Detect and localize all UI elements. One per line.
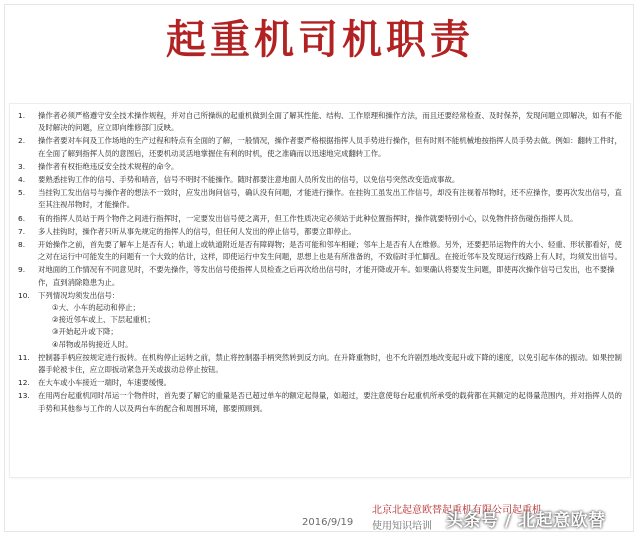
signal-sub-item: ④吊物或吊钩接近人时。 xyxy=(52,339,133,349)
list-item xyxy=(10,174,624,186)
footer-company: 北京北起意欧替起重机有限公司起重机 xyxy=(372,505,542,516)
list-item xyxy=(10,110,624,134)
list-item xyxy=(10,161,624,173)
item-number: 6. xyxy=(18,213,26,223)
item-text: 开始操作之前，首先要了解车上是否有人；轨道上或轨道附近是否有障碍物；是否可能和邻车相碰；邻车上是否有人在维修。另外，还要把吊运物件的大小、轻重、形状都看好，使之对在运行中可能发生的问题有一个大致的估计，这样，即使运行中发生问题，思想上也是有所准备的，不致临时手忙脚乱。在接近邻车及发现运行线路上有人时，均须发出信号。 xyxy=(38,240,622,262)
list-item xyxy=(10,135,624,159)
item-number: 3. xyxy=(18,161,26,171)
item-text: 有的指挥人员站于两个物件之间进行指挥时，一定要发出信号使之离开，但工作性质决定必须站于此种位置指挥时，操作就要特别小心，以免物件挤伤碰伤指挥人员。 xyxy=(38,213,578,223)
item-number: 9. xyxy=(18,265,26,275)
list-item xyxy=(10,187,624,211)
footer-date: 2016/9/19 xyxy=(302,517,354,528)
item-text: 在大车或小车接近一端时，车速要缓慢。 xyxy=(38,378,172,388)
list-item xyxy=(10,264,624,288)
item-number: 7. xyxy=(18,226,26,236)
item-text: 操作者必须严格遵守安全技术操作规程，并对自己所操纵的起重机做到全面了解其性能、结构、工作原理和操作方法，而且还要经常检查、及时保养，发现问题立即解决，如有不能及时解决的问题，应立即向维修部门反映。 xyxy=(38,111,622,133)
item-text: 在用两台起重机同时吊运一个物件时，首先要了解它的重量是否已超过单车的额定起得量，如超过，要注意使每台起重机所承受的载荷都在其额定的起得量范围内，并对指挥人员的手势和其他参与工作的人以及两台车的配合和周围环境，都要照顾到。 xyxy=(38,391,622,413)
signal-sub-item: ③开始起升或下降； xyxy=(52,327,118,337)
footer-note: 使用知识培训 xyxy=(372,521,432,532)
item-text: 操作者有权拒绝违反安全技术规程的命令。 xyxy=(38,161,179,171)
item-text: 当挂钩工发出信号与操作者的想法不一致时，应发出询问信号，确认没有问题，才能进行操作。在挂钩工虽发出工作信号，却没有注视着吊物时，还不应操作，要再次发出信号，直至其注视吊物时，才能操作。 xyxy=(38,188,622,210)
list-item xyxy=(10,213,624,225)
item-number: 2. xyxy=(18,136,26,146)
list-item xyxy=(10,290,624,351)
list-item xyxy=(10,390,624,414)
item-text: 操作者要对车间及工作场地的生产过程和特点有全面的了解，一般情况，操作者要严格根据指挥人员手势进行操作，但有时则不能机械地按指挥人员手势去做。例如：翻转工件时，在全面了解到指挥人员的意图后，还要机动灵活地掌握住有利的时机，使之准确而以迅速地完成翻转工作。 xyxy=(38,136,622,158)
item-number: 10. xyxy=(18,290,30,300)
signal-sub-item: ②接近邻车或上、下层起重机； xyxy=(52,315,155,325)
item-text: 要熟悉挂钩工作的信号、手势和哨音，信号不明时不能操作。随时都要注意地面人员所发出的信号，以免信号突然改变造成事故。 xyxy=(38,175,460,185)
document-panel xyxy=(10,104,630,477)
item-number: 5. xyxy=(18,188,26,198)
watermark: 头条号 / 北起意欧替 xyxy=(446,511,606,531)
item-number: 1. xyxy=(18,111,26,120)
duty-list xyxy=(10,104,630,415)
item-text: 对地面的工作情况有不同意见时，不要先操作，等发出信号使指挥人员检查之后再次给出信号时，才能开降或开车。如果确认将要发生问题，即使再次操作信号已发出，也不要操作，直到消除隐患为止。 xyxy=(38,265,615,287)
item-number: 4. xyxy=(18,175,26,185)
list-item xyxy=(10,239,624,263)
list-item xyxy=(10,352,624,376)
item-number: 8. xyxy=(18,240,26,250)
signal-sub-item: ①大、小车的起动和停止； xyxy=(52,303,140,313)
item-text: 多人挂钩时，操作者只听从事先规定的指挥人的信号，但任何人发出的停止信号，都要立即停止。 xyxy=(38,226,356,236)
item-number: 13. xyxy=(18,391,30,401)
item-number: 12. xyxy=(18,378,30,388)
item-text: 控制器手柄应按规定进行扳转。在机构停止运转之前，禁止将控制器手柄突然转到反方向。在升降重物时，也不允许剧烈地改变起升或下降的速度，以免引起车体的振动。如果控制器手轮被卡住，应立即扳动紧急开关或拔动总停止按钮。 xyxy=(38,352,622,375)
item-number: 11. xyxy=(18,352,30,362)
item-text: 下列情况均须发出信号： xyxy=(38,290,120,300)
page-title: 起重机司机职责 xyxy=(166,16,474,63)
list-item xyxy=(10,226,624,238)
list-item xyxy=(10,377,624,389)
